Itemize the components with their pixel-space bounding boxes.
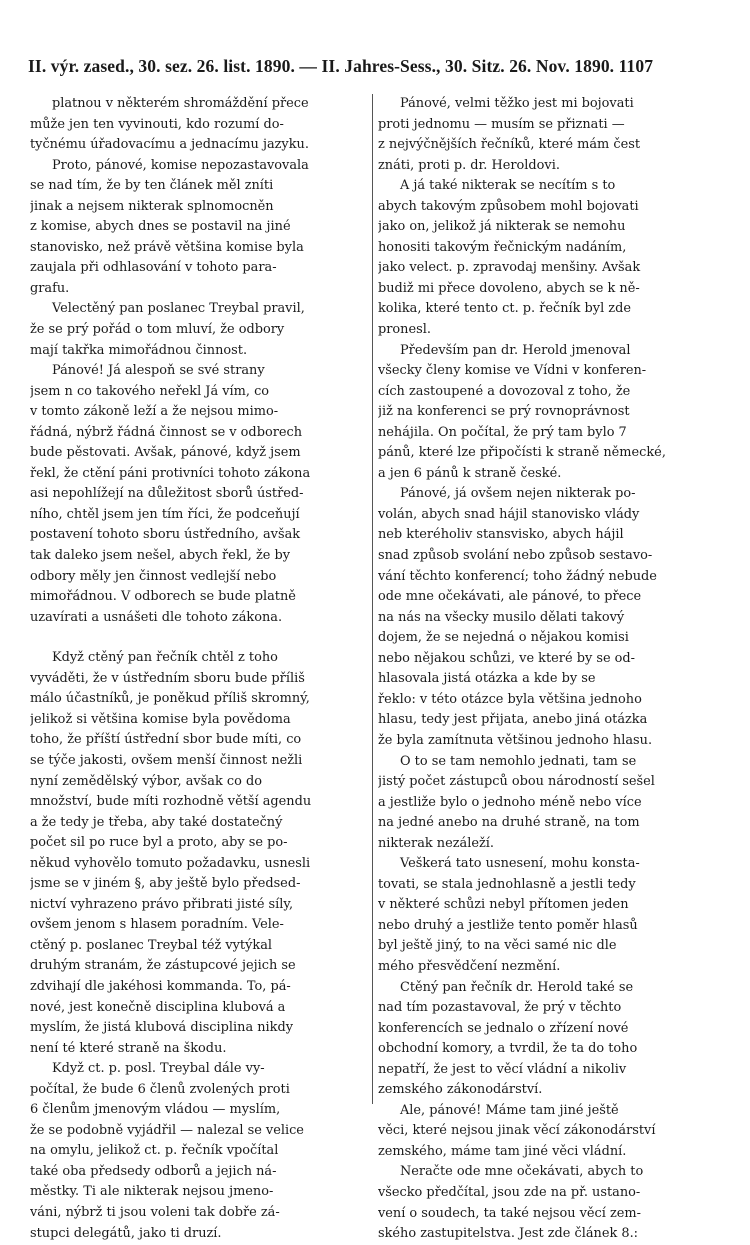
running-header (28, 56, 728, 77)
paragraph (30, 361, 370, 628)
text-line: že byla zamítnuta většinou jednoho hlasu. (378, 732, 653, 748)
text-line: nyní zemědělský výbor, avšak co do (30, 773, 262, 789)
paragraph (30, 156, 370, 300)
text-line: snad způsob svolání nebo způsob sestavo- (378, 548, 653, 564)
text-line: grafu. (30, 280, 70, 296)
text-line: a že tedy je třeba, aby také dostatečný (30, 814, 283, 830)
text-line: Proto, pánové, komise nepozastavovala (52, 157, 309, 173)
text-line: myslím, že jistá klubová disciplina nikdy (30, 1020, 293, 1036)
paragraph (30, 1059, 370, 1244)
paragraph-gap (30, 628, 370, 648)
text-line: řádná, nýbrž řádná činnost se v odborech (30, 424, 303, 440)
text-line: Především pan dr. Herold jmenoval (400, 342, 631, 358)
text-line: pánů, které lze připočísti k straně německé, (378, 445, 666, 461)
text-line: ctěný p. poslanec Treybal též vytýkal (30, 937, 273, 953)
text-line: v tomto zákoně leží a že nejsou mimo- (30, 404, 279, 420)
text-line: z komise, abych dnes se postavil na jiné (30, 219, 291, 235)
text-line: někud vyhovělo tomuto požadavku, usnesli (30, 855, 311, 871)
header-german: II. Jahres-Sess., 30. Sitz. 26. Nov. 1890. (321, 56, 615, 76)
paragraph (378, 94, 720, 176)
text-line: asi nepohlížejí na důležitost sborů ústřed- (30, 486, 304, 502)
text-line: nikterak nezáleží. (378, 835, 494, 851)
text-line: tyčnému úřadovacímu a jednacímu jazyku. (30, 137, 309, 153)
text-line: A já také nikterak se necítím s to (400, 178, 616, 194)
text-line: stupci delegátů, jako ti druzí. (30, 1225, 222, 1241)
text-line: množství, bude míti rozhodně větší agendu (30, 794, 312, 810)
text-line: toho, že příští ústřední sbor bude míti, co (30, 732, 302, 748)
text-line: řekl, že ctění páni protivníci tohoto zákona (30, 465, 311, 481)
paragraph (378, 854, 720, 977)
paragraph (378, 484, 720, 751)
text-line: málo účastníků, je poněkud příliš skromný, (30, 691, 310, 707)
text-line: O to se tam nemohlo jednati, tam se (400, 753, 637, 769)
text-line: Veškerá tato usnesení, mohu konsta- (400, 856, 640, 872)
text-line: nebo druhý a jestliže tento poměr hlasů (378, 917, 638, 933)
text-line: na jedné anebo na druhé straně, na tom (378, 815, 640, 831)
text-line: nepatří, že jest to věcí vládní a nikoliv (378, 1061, 627, 1077)
text-line: odbory měly jen činnost vedlejší nebo (30, 568, 277, 584)
paragraph (378, 978, 720, 1101)
header-czech: II. výr. zased., 30. sez. 26. list. 1890. (28, 56, 295, 76)
text-line: zemského, máme tam jiné věci vládní. (378, 1143, 627, 1159)
text-line: Pánové, já ovšem nejen nikterak po- (400, 486, 636, 502)
text-line: váni, nýbrž ti jsou voleni tak dobře zá- (30, 1204, 280, 1220)
text-line: nictví vyhrazeno právo přibrati jisté síly, (30, 896, 294, 912)
text-line: kolika, které tento ct. p. řečník byl zde (378, 301, 631, 317)
header-dash: — (299, 56, 318, 76)
paragraph (378, 341, 720, 485)
paragraph (378, 1162, 720, 1244)
text-line: abych takovým způsobem mohl bojovati (378, 198, 639, 214)
text-line: nebo nějakou schůzi, ve které by se od- (378, 650, 636, 666)
text-line: není té které straně na škodu. (30, 1040, 227, 1056)
text-line: jistý počet zástupců obou národností sešel (378, 774, 655, 790)
text-line: stanovisko, než právě většina komise byla (30, 239, 304, 255)
text-line: konferencích se jednalo o zřízení nové (378, 1020, 629, 1036)
text-line: vání těchto konferencí; toho žádný nebude (378, 568, 657, 584)
text-line: tak daleko jsem nešel, abych řekl, že by (30, 548, 290, 564)
text-line: hlasovala jistá otázka a kde by se (378, 671, 596, 687)
paragraph (30, 299, 370, 361)
text-line: cích zastoupené a dovozoval z toho, že (378, 383, 631, 399)
text-line: obchodní komory, a tvrdil, že ta do toho (378, 1041, 638, 1057)
text-line: počet sil po ruce byl a proto, aby se po- (30, 835, 288, 851)
text-line: Ale, pánové! Máme tam jiné ještě (400, 1102, 619, 1118)
text-line: se nad tím, že by ten článek měl zníti (30, 178, 274, 194)
text-line: 6 členům jmenovým vládou — myslím, (30, 1102, 281, 1118)
text-line: všecko předčítal, jsou zde na př. ustano- (378, 1184, 641, 1200)
text-line: již na konferenci se prý rovnoprávnost (378, 404, 630, 420)
text-line: se týče jakosti, ovšem menší činnost nežli (30, 752, 303, 768)
text-line: zemského zákonodárství. (378, 1082, 543, 1098)
text-line: volán, abych snad hájil stanovisko vlády (378, 506, 640, 522)
text-line: z nejvýčnějších řečníků, které mám čest (378, 137, 641, 153)
text-line: Ctěný pan řečník dr. Herold také se (400, 979, 634, 995)
text-line: ního, chtěl jsem jen tím říci, že podceňují (30, 506, 300, 522)
text-line: na omylu, jelikož ct. p. řečník vpočítal (30, 1143, 279, 1159)
text-line: platnou v některém shromáždění přece (52, 96, 309, 111)
text-line: zaujala při odhlasování v tohoto para- (30, 260, 277, 276)
text-line: mají takřka mimořádnou činnost. (30, 342, 248, 358)
text-line: jsme se v jiném §, aby ještě bylo předsed- (30, 876, 301, 892)
text-line: všecky členy komise ve Vídni v konferen- (378, 363, 647, 379)
text-line: městky. Ti ale nikterak nejsou jmeno- (30, 1184, 274, 1200)
text-line: bude pěstovati. Avšak, pánové, když jsem (30, 445, 301, 461)
paragraph (30, 648, 370, 1059)
text-line: ovšem jenom s hlasem poradním. Vele- (30, 917, 284, 933)
text-line: neb kteréholiv stansvisko, abych hájil (378, 527, 624, 543)
text-line: zdvihají dle jakéhosi kommanda. To, pá- (30, 978, 291, 994)
text-line: nové, jest konečně disciplina klubová a (30, 999, 286, 1015)
text-line: Velectěný pan poslanec Treybal pravil, (52, 301, 305, 317)
text-line: a jen 6 pánů k straně české. (378, 465, 562, 481)
text-line: věci, které nejsou jinak věcí zákonodárství (378, 1123, 656, 1139)
text-line: řeklo: v této otázce byla většina jednoho (378, 691, 642, 707)
text-line: Pánové! Já alespoň se své strany (52, 363, 265, 379)
text-line: byl ještě jiný, to na věci samé nic dle (378, 938, 617, 954)
column-divider (372, 94, 373, 1104)
text-line: uzavírati a usnášeti dle tohoto zákona. (30, 609, 283, 625)
text-line: jelikož si většina komise byla povědoma (30, 711, 291, 727)
page-number: 1107 (618, 56, 654, 76)
text-line: postavení tohoto sboru ústředního, avšak (30, 527, 301, 543)
text-line: jsem n co takového neřekl Já vím, co (30, 383, 270, 399)
text-line: také oba předsedy odborů a jejich ná- (30, 1163, 277, 1179)
text-line: mimořádnou. V odborech se bude platně (30, 589, 296, 605)
text-line: ode mne očekávati, ale pánové, to přece (378, 589, 642, 605)
text-line: že se podobně vyjádřil — nalezal se velice (30, 1122, 304, 1138)
text-line: a jestliže bylo o jednoho méně nebo více (378, 794, 642, 810)
paragraph (30, 94, 370, 156)
text-line: v některé schůzi nebyl přítomen jeden (378, 897, 629, 913)
text-line: na nás na všecky musilo dělati takový (378, 609, 625, 625)
text-line: jako velect. p. zpravodaj menšiny. Avšak (378, 260, 641, 276)
text-line: budiž mi přece dovoleno, abych se k ně- (378, 280, 640, 296)
right-column (378, 94, 720, 1245)
text-line: vení o soudech, ta také nejsou věcí zem- (378, 1205, 641, 1221)
paragraph (378, 176, 720, 340)
text-line: druhým stranám, že zástupcové jejich se (30, 958, 296, 974)
text-line: jako on, jelikož já nikterak se nemohu (378, 219, 626, 235)
text-line: jinak a nejsem nikterak splnomocněn (30, 198, 274, 214)
text-line: může jen ten vyvinouti, kdo rozumí do- (30, 116, 284, 132)
text-line: honositi takovým řečnickým nadáním, (378, 239, 627, 255)
text-line: ského zastupitelstva. Jest zde článek 8.: (378, 1226, 639, 1242)
paragraph (378, 752, 720, 855)
text-line: znáti, proti p. dr. Heroldovi. (378, 157, 560, 173)
text-line: vyváděti, že v ústředním sboru bude příliš (30, 670, 305, 686)
text-line: Pánové, velmi těžko jest mi bojovati (400, 96, 634, 111)
left-column (30, 94, 370, 1244)
text-line: že se prý pořád o tom mluví, že odbory (30, 322, 285, 338)
text-line: mého přesvědčení nezmění. (378, 958, 561, 974)
text-line: počítal, že bude 6 členů zvolených proti (30, 1081, 290, 1097)
text-line: nad tím pozastavoval, že prý v těchto (378, 1000, 622, 1016)
text-line: Neračte ode mne očekávati, abych to (400, 1164, 644, 1180)
text-line: Když ctěný pan řečník chtěl z toho (52, 650, 278, 666)
paragraph (378, 1101, 720, 1163)
text-line: hlasu, tedy jest přijata, anebo jiná otázka (378, 712, 648, 728)
text-line: nehájila. On počítal, že prý tam bylo 7 (378, 424, 627, 440)
text-line: tovati, se stala jednohlasně a jestli tedy (378, 876, 636, 892)
text-line: pronesl. (378, 322, 431, 338)
text-line: Když ct. p. posl. Treybal dále vy- (52, 1061, 265, 1077)
text-line: proti jednomu — musím se přiznati — (378, 116, 625, 132)
text-line: dojem, že se nejedná o nějakou komisi (378, 630, 629, 646)
